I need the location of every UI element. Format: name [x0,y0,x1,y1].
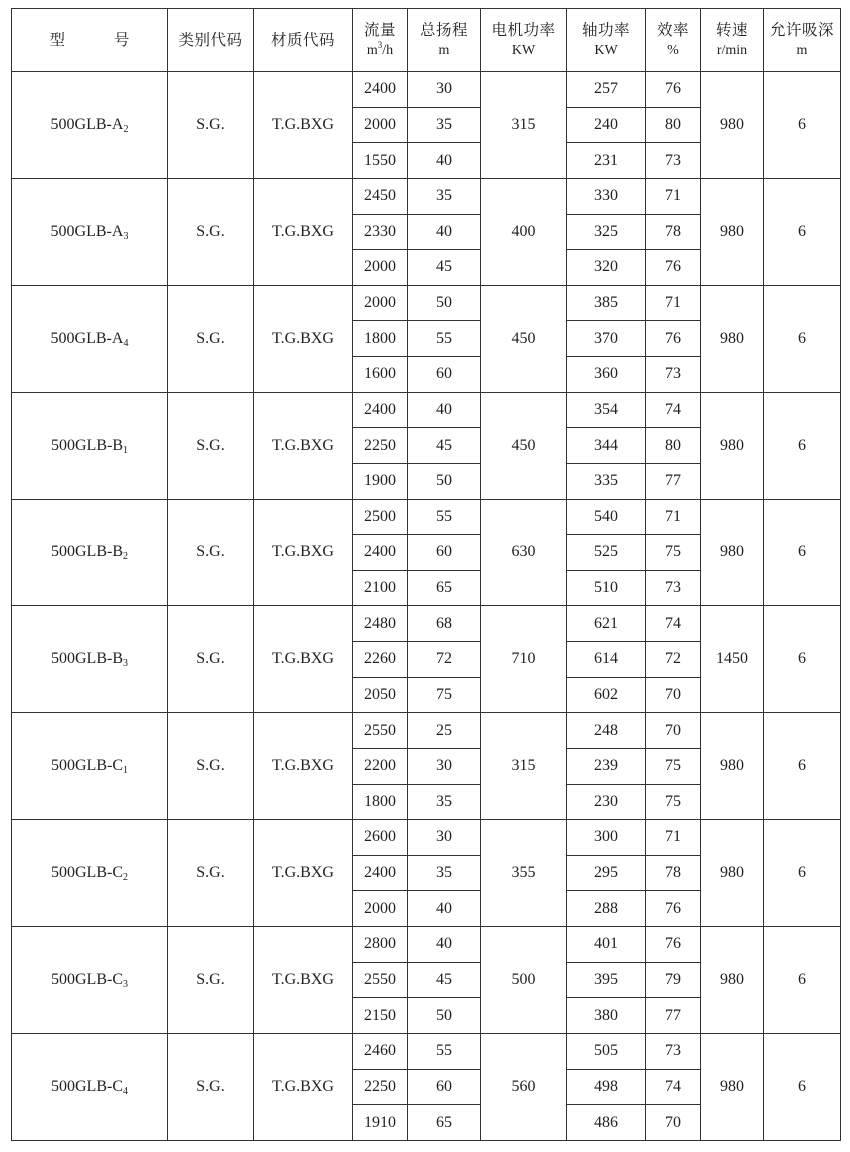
shaft-power-cell: 330 [567,178,646,214]
flow-cell: 2000 [353,250,408,286]
motor-power-cell: 355 [481,820,567,927]
flow-cell: 1900 [353,463,408,499]
head-cell: 72 [408,642,481,678]
model-cell [12,606,168,713]
flow-cell: 2250 [353,428,408,464]
header-suction: 允许吸深 m [764,9,841,72]
shaft-power-cell: 288 [567,891,646,927]
flow-cell: 2550 [353,713,408,749]
category-cell: S.G. [168,927,254,1034]
material-cell: T.G.BXG [254,820,353,927]
model-name: 500GLB-B [51,650,123,668]
head-cell: 65 [408,570,481,606]
model-cell [12,285,168,392]
model-name: 500GLB-C [51,1077,123,1095]
model-cell [12,713,168,820]
model-cell [12,1033,168,1140]
material-cell: T.G.BXG [254,72,353,179]
shaft-power-cell: 354 [567,392,646,428]
flow-cell: 2460 [353,1033,408,1069]
table-row [12,606,841,642]
head-cell: 45 [408,962,481,998]
shaft-power-cell: 525 [567,535,646,571]
head-cell: 68 [408,606,481,642]
model-cell [12,820,168,927]
category-cell: S.G. [168,499,254,606]
flow-cell: 2200 [353,748,408,784]
material-cell: T.G.BXG [254,1033,353,1140]
efficiency-cell: 80 [646,107,701,143]
header-row [12,9,841,72]
suction-cell: 6 [764,499,841,606]
flow-cell: 2000 [353,891,408,927]
material-cell: T.G.BXG [254,392,353,499]
model-name: 500GLB-B [51,436,123,454]
shaft-power-cell: 360 [567,357,646,393]
model-cell [12,392,168,499]
head-cell: 65 [408,1105,481,1141]
head-cell: 35 [408,784,481,820]
model-name: 500GLB-A [50,222,124,240]
motor-power-cell: 450 [481,285,567,392]
model-cell [12,499,168,606]
table-row [12,178,841,214]
material-cell: T.G.BXG [254,713,353,820]
suction-cell: 6 [764,927,841,1034]
efficiency-cell: 75 [646,748,701,784]
suction-cell: 6 [764,1033,841,1140]
header-efficiency: 效率 % [646,9,701,72]
model-subscript: 3 [123,978,128,990]
motor-power-cell: 450 [481,392,567,499]
shaft-power-cell: 240 [567,107,646,143]
head-cell: 40 [408,392,481,428]
motor-power-cell: 630 [481,499,567,606]
flow-cell: 2480 [353,606,408,642]
shaft-power-cell: 621 [567,606,646,642]
speed-cell: 980 [701,392,764,499]
model-subscript: 2 [123,123,129,135]
flow-cell: 2400 [353,392,408,428]
category-cell: S.G. [168,606,254,713]
efficiency-cell: 72 [646,642,701,678]
table-row [12,927,841,963]
model-name: 500GLB-B [51,543,123,561]
efficiency-cell: 77 [646,998,701,1034]
motor-power-cell: 315 [481,713,567,820]
shaft-power-cell: 320 [567,250,646,286]
model-cell [12,72,168,179]
efficiency-cell: 73 [646,143,701,179]
head-cell: 50 [408,285,481,321]
efficiency-cell: 70 [646,677,701,713]
shaft-power-cell: 230 [567,784,646,820]
model-subscript: 1 [123,444,128,456]
efficiency-cell: 74 [646,606,701,642]
flow-cell: 1550 [353,143,408,179]
flow-cell: 2000 [353,107,408,143]
shaft-power-cell: 239 [567,748,646,784]
head-cell: 30 [408,72,481,108]
flow-cell: 2500 [353,499,408,535]
shaft-power-cell: 295 [567,855,646,891]
head-cell: 60 [408,1069,481,1105]
shaft-power-cell: 370 [567,321,646,357]
flow-cell: 2050 [353,677,408,713]
header-shaft-power: 轴功率 KW [567,9,646,72]
suction-cell: 6 [764,178,841,285]
category-cell: S.G. [168,713,254,820]
table-row [12,392,841,428]
motor-power-cell: 400 [481,178,567,285]
header-head: 总扬程 m [408,9,481,72]
head-cell: 50 [408,463,481,499]
efficiency-cell: 70 [646,1105,701,1141]
flow-cell: 2000 [353,285,408,321]
motor-power-cell: 500 [481,927,567,1034]
head-cell: 35 [408,178,481,214]
category-cell: S.G. [168,820,254,927]
header-category: 类别代码 [168,9,254,72]
efficiency-cell: 78 [646,214,701,250]
header-flow: 流量 $m^3/h$ [353,9,408,72]
speed-cell: 980 [701,713,764,820]
head-cell: 25 [408,713,481,749]
model-name: 500GLB-A [50,329,124,347]
motor-power-cell: 710 [481,606,567,713]
efficiency-cell: 79 [646,962,701,998]
head-cell: 35 [408,855,481,891]
shaft-power-cell: 380 [567,998,646,1034]
head-cell: 45 [408,428,481,464]
model-subscript: 2 [123,872,128,884]
shaft-power-cell: 325 [567,214,646,250]
header-speed: 转速 r/min [701,9,764,72]
shaft-power-cell: 257 [567,72,646,108]
flow-cell: 2400 [353,72,408,108]
header-material: 材质代码 [254,9,353,72]
head-cell: 40 [408,891,481,927]
flow-cell: 2400 [353,535,408,571]
material-cell: T.G.BXG [254,178,353,285]
model-name: 500GLB-C [51,864,123,882]
shaft-power-cell: 498 [567,1069,646,1105]
model-subscript: 1 [123,765,128,777]
flow-cell: 2150 [353,998,408,1034]
flow-cell: 1800 [353,784,408,820]
flow-cell: 2800 [353,927,408,963]
model-name: 500GLB-C [51,970,123,988]
shaft-power-cell: 486 [567,1105,646,1141]
header-flow-unit: $m^3/h$ [366,39,394,58]
motor-power-cell: 315 [481,72,567,179]
head-cell: 45 [408,250,481,286]
material-cell: T.G.BXG [254,499,353,606]
model-subscript: 3 [123,230,129,242]
head-cell: 55 [408,1033,481,1069]
head-cell: 60 [408,535,481,571]
efficiency-cell: 71 [646,499,701,535]
material-cell: T.G.BXG [254,927,353,1034]
head-cell: 40 [408,214,481,250]
model-name: 500GLB-A [50,115,124,133]
shaft-power-cell: 385 [567,285,646,321]
efficiency-cell: 71 [646,285,701,321]
suction-cell: 6 [764,820,841,927]
speed-cell: 980 [701,285,764,392]
speed-cell: 980 [701,178,764,285]
efficiency-cell: 74 [646,392,701,428]
motor-power-cell: 560 [481,1033,567,1140]
table-row [12,499,841,535]
table-row [12,285,841,321]
model-cell [12,927,168,1034]
speed-cell: 980 [701,927,764,1034]
efficiency-cell: 71 [646,820,701,856]
suction-cell: 6 [764,606,841,713]
header-model: 型 号 [12,9,168,72]
suction-cell: 6 [764,392,841,499]
shaft-power-cell: 401 [567,927,646,963]
speed-cell: 980 [701,72,764,179]
efficiency-cell: 77 [646,463,701,499]
model-cell [12,178,168,285]
pump-spec-table [11,8,841,1141]
category-cell: S.G. [168,178,254,285]
efficiency-cell: 76 [646,321,701,357]
shaft-power-cell: 248 [567,713,646,749]
efficiency-cell: 76 [646,927,701,963]
flow-cell: 2330 [353,214,408,250]
model-name: 500GLB-C [51,757,123,775]
efficiency-cell: 75 [646,784,701,820]
shaft-power-cell: 510 [567,570,646,606]
table-row [12,1033,841,1069]
table-body [12,72,841,1141]
shaft-power-cell: 231 [567,143,646,179]
shaft-power-cell: 614 [567,642,646,678]
model-subscript: 4 [123,337,129,349]
shaft-power-cell: 602 [567,677,646,713]
flow-cell: 2250 [353,1069,408,1105]
shaft-power-cell: 300 [567,820,646,856]
speed-cell: 980 [701,1033,764,1140]
efficiency-cell: 74 [646,1069,701,1105]
category-cell: S.G. [168,392,254,499]
flow-cell: 1800 [353,321,408,357]
table-row [12,72,841,108]
category-cell: S.G. [168,1033,254,1140]
speed-cell: 980 [701,499,764,606]
shaft-power-cell: 395 [567,962,646,998]
head-cell: 50 [408,998,481,1034]
head-cell: 30 [408,820,481,856]
shaft-power-cell: 335 [567,463,646,499]
category-cell: S.G. [168,285,254,392]
header-motor-power: 电机功率 KW [481,9,567,72]
model-subscript: 3 [123,658,128,670]
suction-cell: 6 [764,72,841,179]
head-cell: 40 [408,143,481,179]
efficiency-cell: 73 [646,1033,701,1069]
efficiency-cell: 73 [646,357,701,393]
flow-cell: 1910 [353,1105,408,1141]
efficiency-cell: 75 [646,535,701,571]
flow-cell: 2550 [353,962,408,998]
table-row [12,713,841,749]
head-cell: 55 [408,499,481,535]
model-subscript: 4 [123,1085,128,1097]
efficiency-cell: 70 [646,713,701,749]
head-cell: 35 [408,107,481,143]
flow-cell: 2450 [353,178,408,214]
flow-cell: 2400 [353,855,408,891]
category-cell: S.G. [168,72,254,179]
shaft-power-cell: 505 [567,1033,646,1069]
efficiency-cell: 80 [646,428,701,464]
efficiency-cell: 71 [646,178,701,214]
head-cell: 30 [408,748,481,784]
flow-cell: 2600 [353,820,408,856]
suction-cell: 6 [764,285,841,392]
model-subscript: 2 [123,551,128,563]
efficiency-cell: 76 [646,891,701,927]
material-cell: T.G.BXG [254,285,353,392]
head-cell: 60 [408,357,481,393]
shaft-power-cell: 344 [567,428,646,464]
flow-cell: 2260 [353,642,408,678]
efficiency-cell: 73 [646,570,701,606]
head-cell: 75 [408,677,481,713]
efficiency-cell: 76 [646,250,701,286]
suction-cell: 6 [764,713,841,820]
head-cell: 40 [408,927,481,963]
material-cell: T.G.BXG [254,606,353,713]
flow-cell: 2100 [353,570,408,606]
flow-cell: 1600 [353,357,408,393]
head-cell: 55 [408,321,481,357]
efficiency-cell: 78 [646,855,701,891]
efficiency-cell: 76 [646,72,701,108]
shaft-power-cell: 540 [567,499,646,535]
table-row [12,820,841,856]
speed-cell: 1450 [701,606,764,713]
speed-cell: 980 [701,820,764,927]
